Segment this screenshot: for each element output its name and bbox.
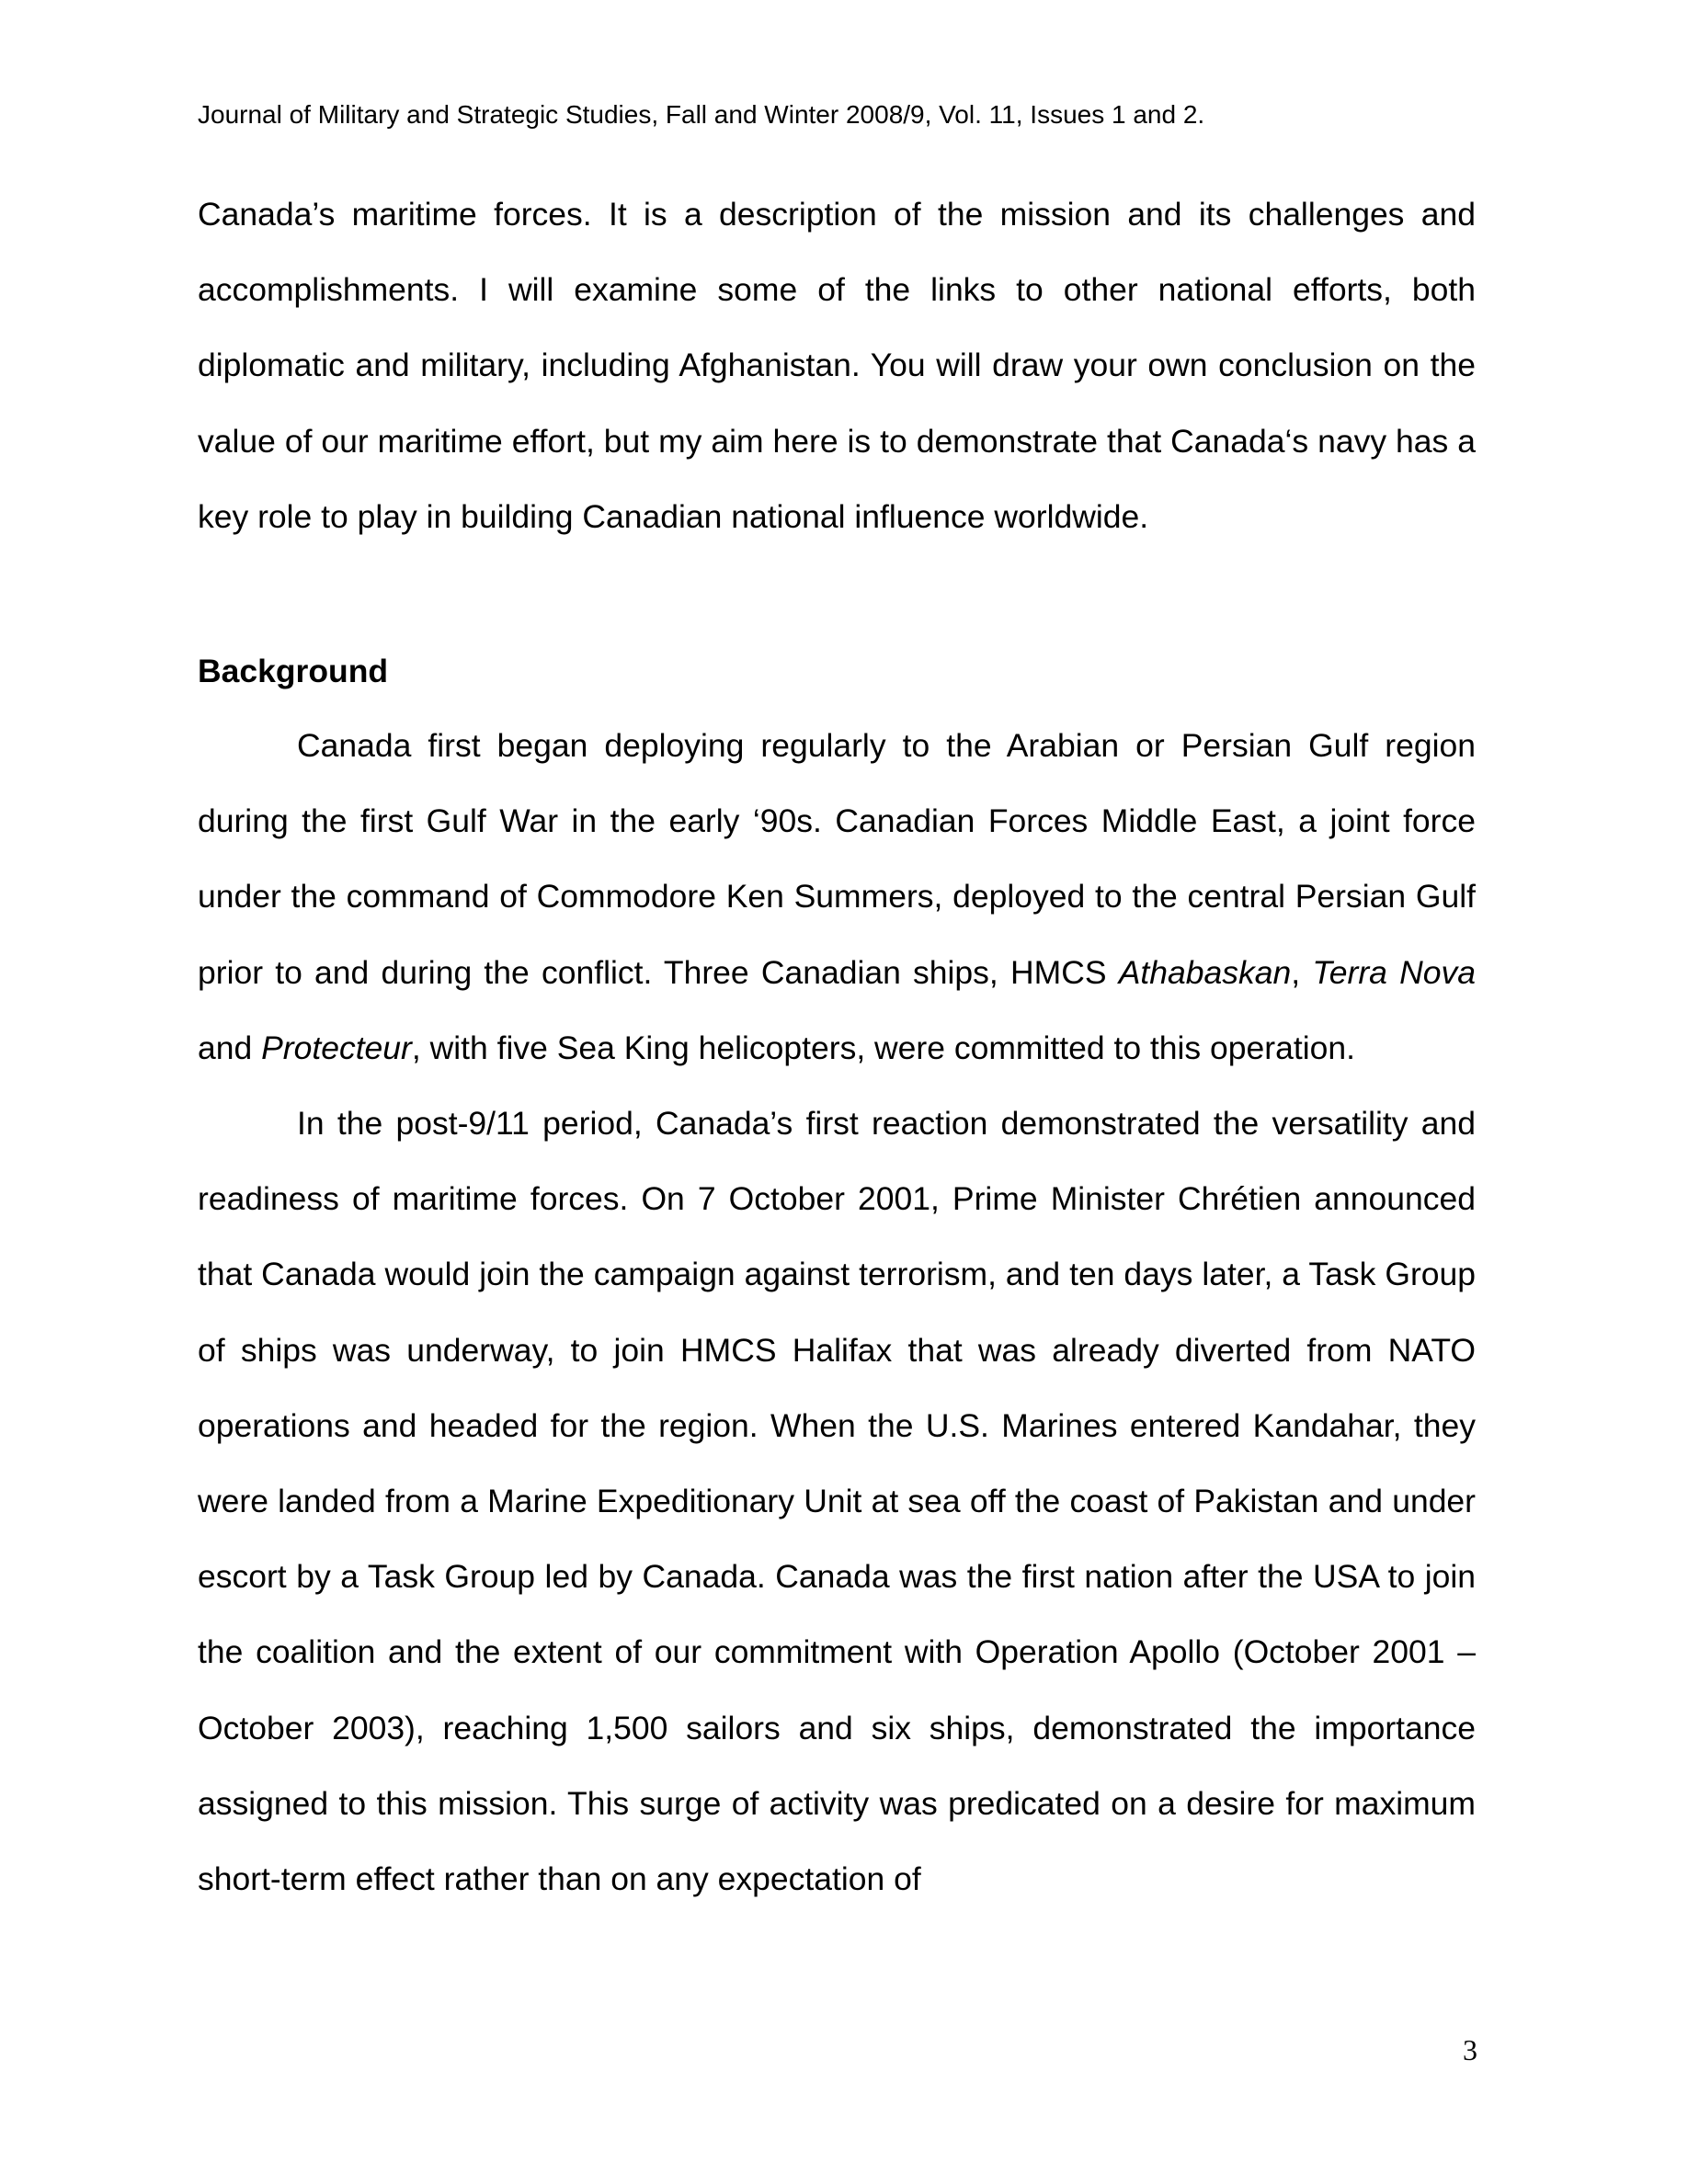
ship-name-terra-nova: Terra Nova <box>1312 953 1477 991</box>
background-paragraph-1-text-a: Canada first began deploying regularly to the Arabian or Persian Gulf region during the first Gulf War in the early ‘90s. Canadian Forces Middle East, a joint force under the command of Commodore Ken Summers, deployed to the central Persian Gulf prior to and during the conflict. Three Canadian ships, HMCS <box>198 727 1476 991</box>
ship-name-protecteur: Protecteur <box>261 1029 412 1066</box>
ship-separator-2: and <box>198 1029 262 1066</box>
running-header: Journal of Military and Strategic Studies, Fall and Winter 2008/9, Vol. 11, Issues 1 and 2. <box>198 100 1205 129</box>
background-paragraph-1 <box>198 708 1476 1086</box>
ship-name-athabaskan: Athabaskan <box>1118 953 1292 991</box>
background-paragraph-1-text-b: , with five Sea King helicopters, were committed to this operation. <box>411 1029 1355 1066</box>
section-heading-background: Background <box>198 653 389 689</box>
background-paragraph-2: In the post-9/11 period, Canada’s first reaction demonstrated the versatility and readiness of maritime forces. On 7 October 2001, Prime Minister Chrétien announced that Canada would join the campaign against terrorism, and ten days later, a Task Group of ships was underway, to join HMCS Halifax that was already diverted from NATO operations and headed for the region. When the U.S. Marines entered Kandahar, they were landed from a Marine Expeditionary Unit at sea off the coast of Pakistan and under escort by a Task Group led by Canada. Canada was the first nation after the USA to join the coalition and the extent of our commitment with Operation Apollo (October 2001 – October 2003), reaching 1,500 sailors and six ships, demonstrated the importance assigned to this mission. This surge of activity was predicated on a desire for maximum short-term effect rather than on any expectation of <box>198 1105 1476 1898</box>
page-number: 3 <box>1463 2033 1477 2066</box>
intro-block <box>198 176 1476 554</box>
background-section <box>198 708 1476 1917</box>
ship-separator-1: , <box>1291 953 1313 991</box>
intro-paragraph: Canada’s maritime forces. It is a description of the mission and its challenges and accomplishments. I will examine some of the links to other national efforts, both diplomatic and military, including Afghanistan. You will draw your own conclusion on the value of our maritime effort, but my aim here is to demonstrate that Canada‘s navy has a key role to play in building Canadian national influence worldwide. <box>198 196 1476 535</box>
